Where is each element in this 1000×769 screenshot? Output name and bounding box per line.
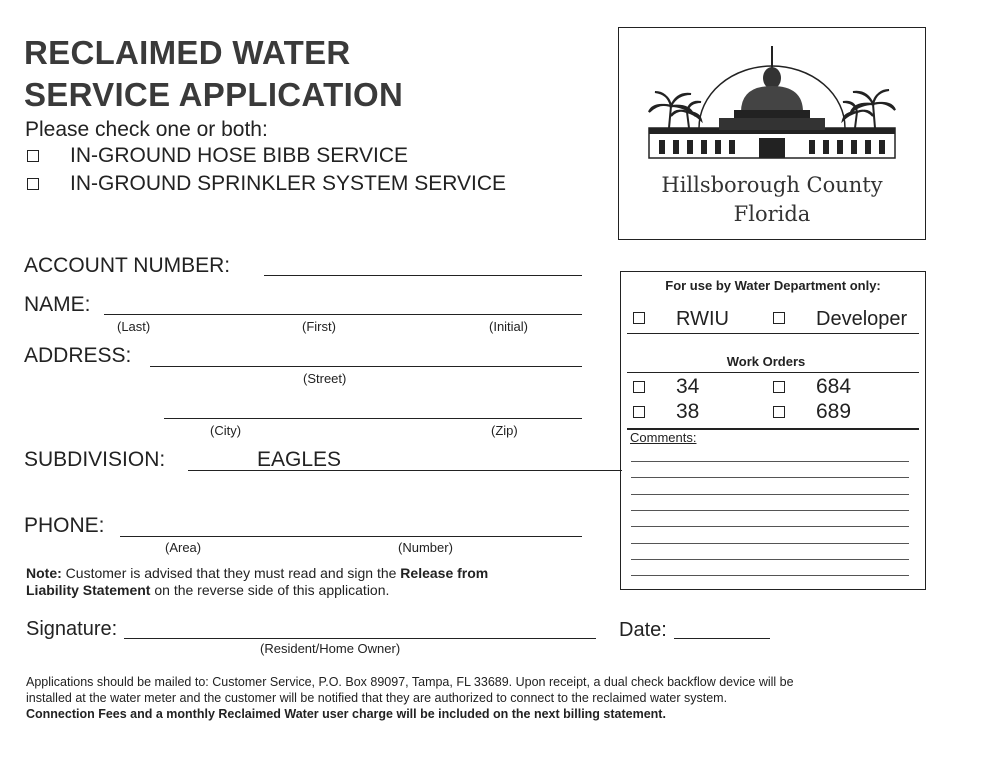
comment-line: [631, 510, 909, 511]
footer-line1: Applications should be mailed to: Customer Service, P.O. Box 89097, Tampa, FL 33689. Upon receipt, a dual check backflow device will be: [26, 675, 794, 689]
rwiu-checkbox[interactable]: [633, 312, 645, 324]
signature-field[interactable]: [124, 638, 596, 639]
note-text2: on the reverse side of this application.: [150, 582, 390, 598]
comment-line: [631, 461, 909, 462]
hose-bibb-checkbox[interactable]: [27, 150, 39, 162]
comment-line: [631, 494, 909, 495]
comments-label: Comments:: [630, 430, 697, 445]
date-field[interactable]: [674, 638, 770, 639]
county-logo-panel: [618, 27, 926, 240]
street-caption: (Street): [303, 371, 347, 386]
wo-689-checkbox[interactable]: [773, 406, 785, 418]
signature-caption: (Resident/Home Owner): [260, 641, 401, 656]
note-line1: [26, 565, 488, 581]
wo-689-label: 689: [816, 400, 852, 423]
name-field[interactable]: [104, 314, 582, 315]
account-number-field[interactable]: [264, 275, 582, 276]
county-courthouse-icon: [619, 28, 925, 168]
name-label: NAME:: [24, 293, 91, 316]
phone-field[interactable]: [120, 536, 582, 537]
footer-line2: installed at the water meter and the customer will be notified that they are authorized to connect to the reclaimed water system.: [26, 691, 728, 705]
comment-line: [631, 477, 909, 478]
street-field[interactable]: [150, 366, 582, 367]
state-name: Florida: [733, 202, 811, 226]
comment-line: [631, 559, 909, 560]
comment-line: [631, 526, 909, 527]
phone-label: PHONE:: [24, 514, 105, 537]
date-label: Date:: [619, 619, 667, 641]
sprinkler-label: IN-GROUND SPRINKLER SYSTEM SERVICE: [70, 172, 507, 195]
work-orders-heading: Work Orders: [726, 354, 806, 369]
signature-label: Signature:: [26, 618, 118, 640]
note-bold1: Release from: [400, 565, 489, 581]
footer-line3: Connection Fees and a monthly Reclaimed Water user charge will be included on the next billing statement.: [26, 707, 666, 721]
sprinkler-checkbox[interactable]: [27, 178, 39, 190]
wo-684-checkbox[interactable]: [773, 381, 785, 393]
name-last-caption: (Last): [117, 319, 151, 334]
wo-34-checkbox[interactable]: [633, 381, 645, 393]
name-initial-caption: (Initial): [489, 319, 529, 334]
wo-38-label: 38: [676, 400, 700, 423]
county-name: Hillsborough County: [661, 173, 883, 197]
city-caption: (City): [210, 423, 242, 438]
check-prompt: Please check one or both:: [25, 118, 268, 141]
comment-line: [631, 575, 909, 576]
dept-divider-2: [627, 372, 919, 373]
developer-checkbox[interactable]: [773, 312, 785, 324]
form-title-line2: SERVICE APPLICATION: [24, 76, 404, 113]
name-first-caption: (First): [302, 319, 336, 334]
comment-line: [631, 543, 909, 544]
developer-label: Developer: [816, 308, 908, 330]
note-bold2: Liability Statement: [26, 582, 151, 598]
hose-bibb-label: IN-GROUND HOSE BIBB SERVICE: [70, 144, 409, 167]
subdivision-field[interactable]: [188, 470, 622, 471]
form-title-line1: RECLAIMED WATER: [24, 34, 351, 71]
number-caption: (Number): [398, 540, 453, 555]
wo-38-checkbox[interactable]: [633, 406, 645, 418]
city-zip-field[interactable]: [164, 418, 582, 419]
subdivision-label: SUBDIVISION:: [24, 448, 166, 471]
note-prefix: Note:: [26, 565, 62, 581]
note-line2: [26, 582, 389, 598]
wo-34-label: 34: [676, 375, 700, 398]
rwiu-label: RWIU: [676, 308, 729, 330]
subdivision-value[interactable]: EAGLES: [257, 448, 342, 471]
zip-caption: (Zip): [491, 423, 518, 438]
account-number-label: ACCOUNT NUMBER:: [24, 254, 231, 277]
note-text1: Customer is advised that they must read and sign the: [61, 565, 401, 581]
wo-684-label: 684: [816, 375, 852, 398]
dept-divider-1: [627, 333, 919, 334]
dept-heading: For use by Water Department only:: [665, 278, 881, 293]
area-caption: (Area): [165, 540, 202, 555]
address-label: ADDRESS:: [24, 344, 132, 367]
